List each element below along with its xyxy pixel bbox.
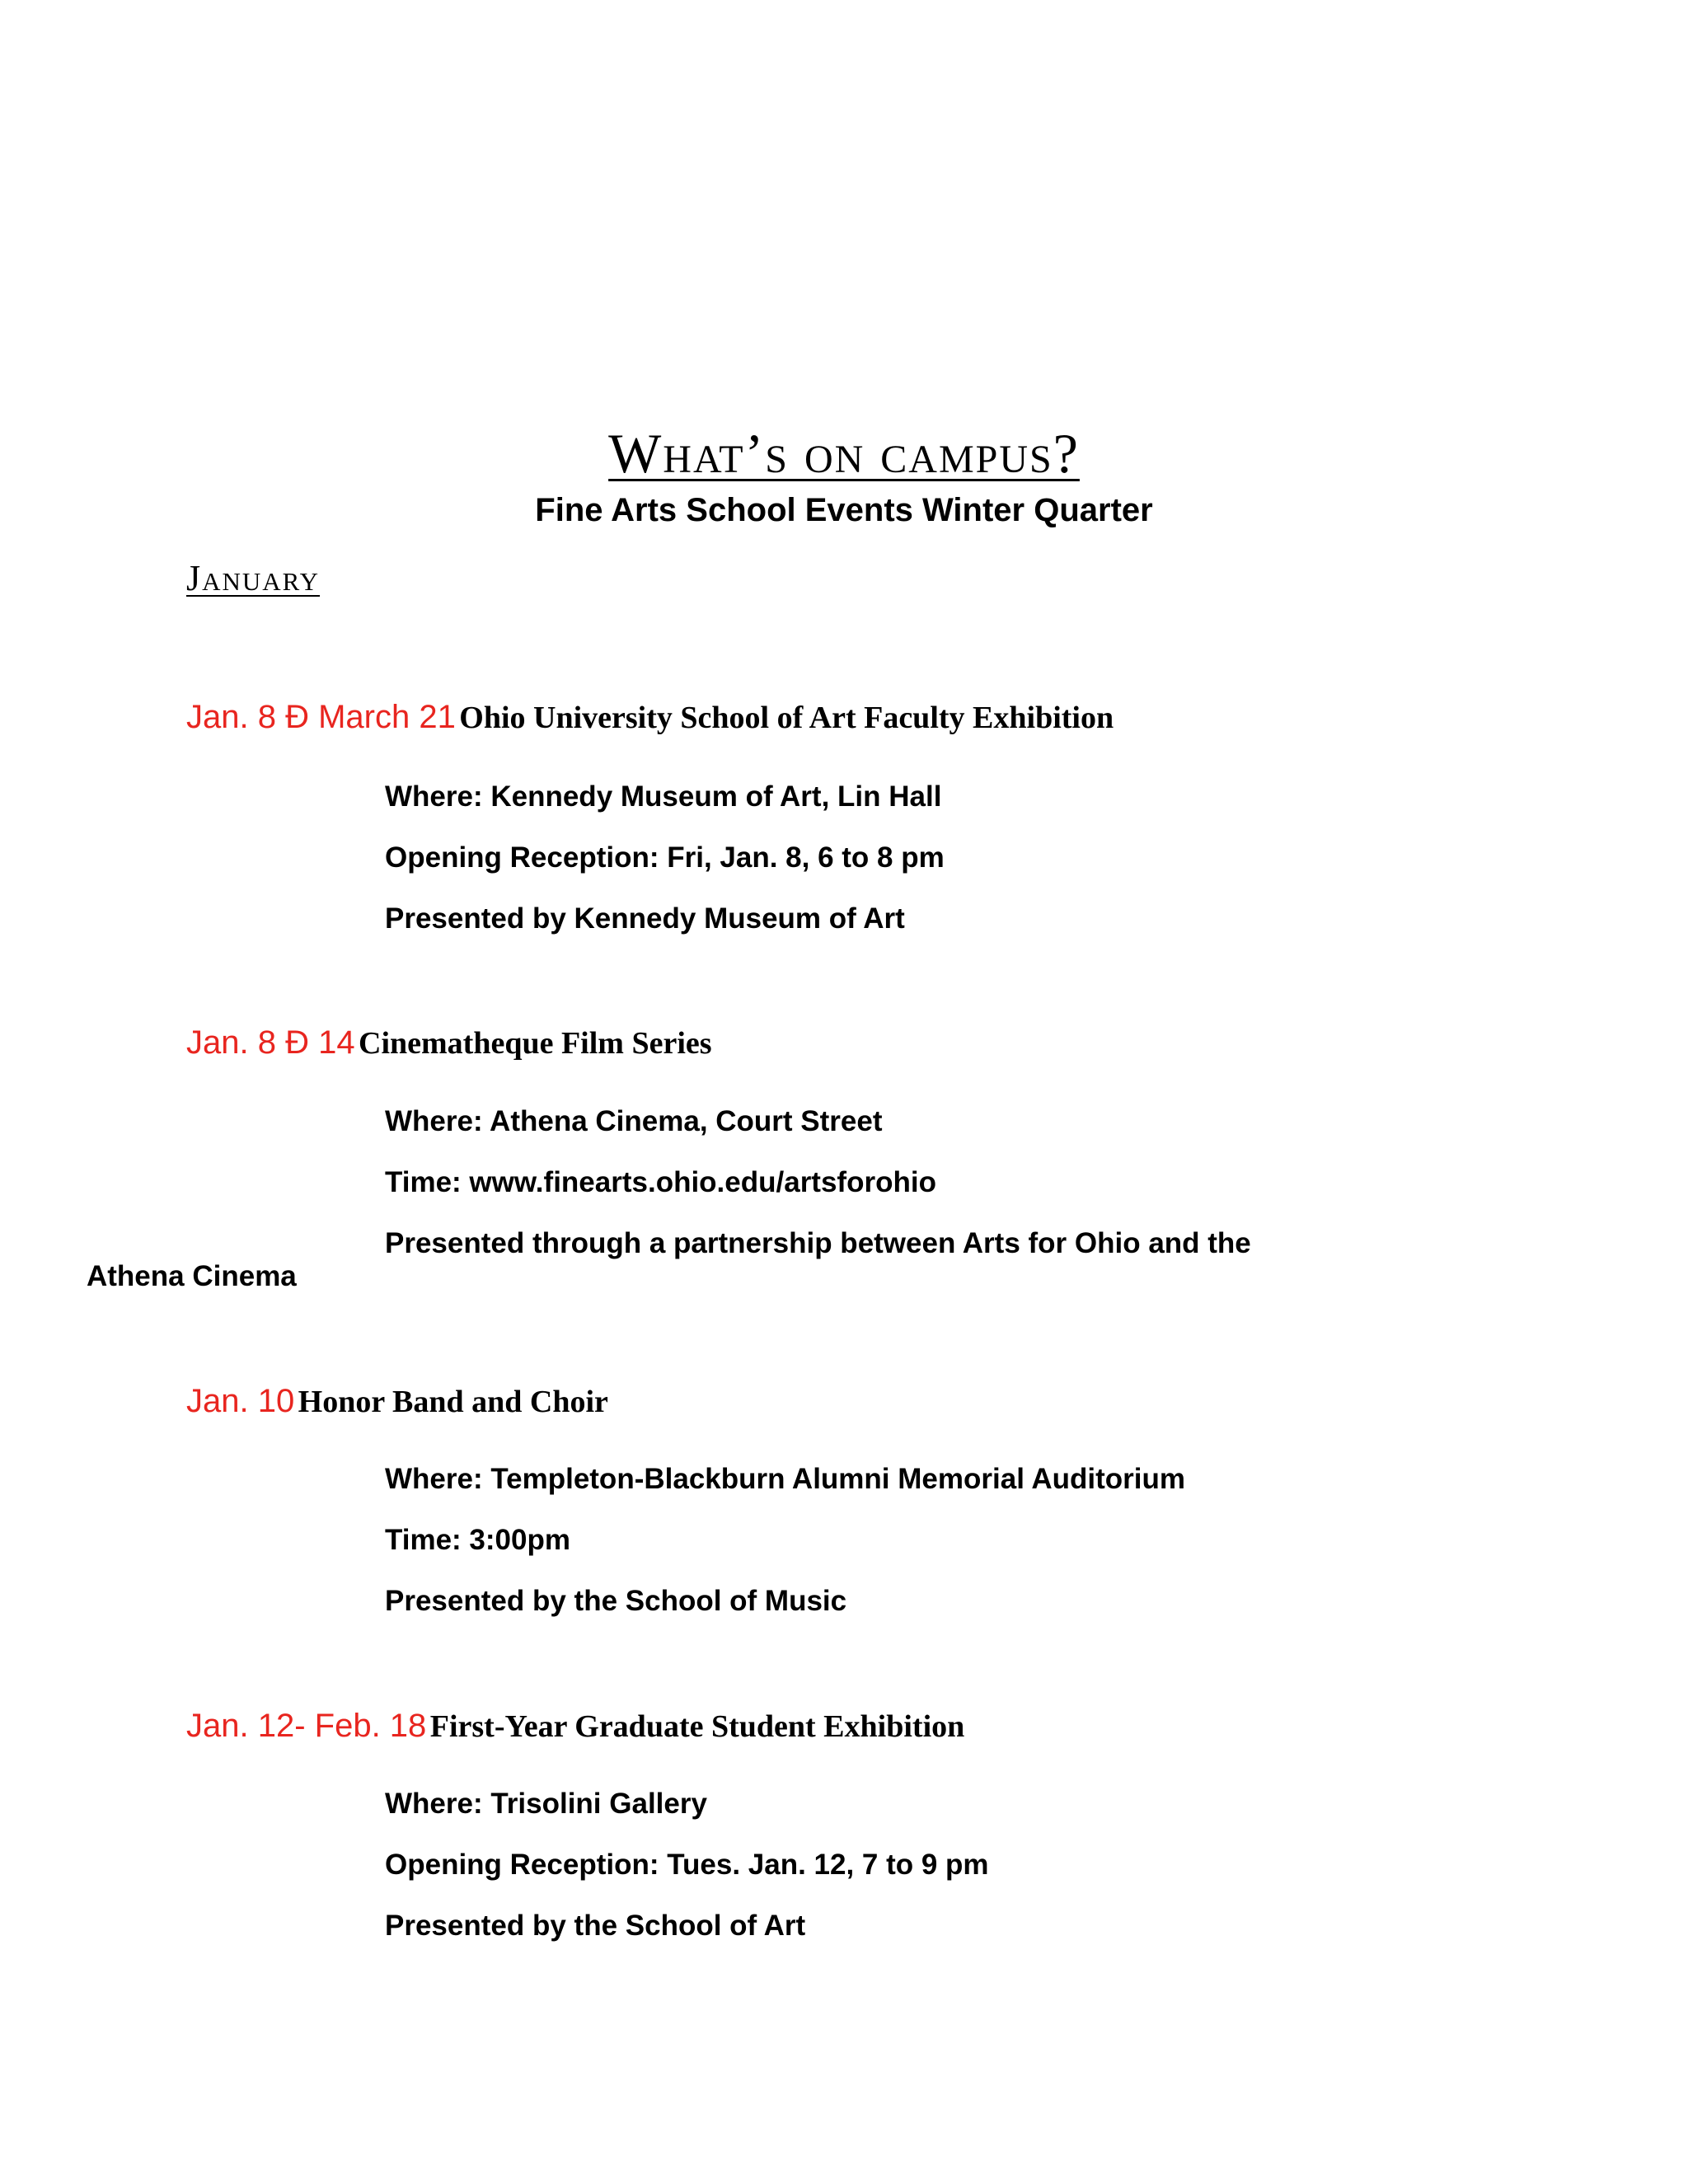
event-name: Honor Band and Choir (298, 1385, 608, 1419)
event-date: Jan. 8 Ð 14 (186, 1024, 355, 1061)
page-title (0, 420, 1688, 486)
event-presenter: Presented through a partnership between Arts for Ohio and the (385, 1227, 1251, 1259)
page-title-text: What’s on campus? (608, 422, 1080, 485)
event-date: Jan. 12- Feb. 18 (186, 1708, 427, 1744)
event-name: Cinematheque Film Series (359, 1026, 712, 1061)
event-time: Time: 3:00pm (385, 1524, 570, 1556)
event-location: Where: Trisolini Gallery (385, 1788, 707, 1820)
event-heading (186, 1701, 964, 1758)
event-location: Where: Templeton-Blackburn Alumni Memorial Auditorium (385, 1463, 1185, 1495)
event-location: Where: Athena Cinema, Court Street (385, 1105, 883, 1137)
page-subtitle: Fine Arts School Events Winter Quarter (535, 492, 1153, 528)
event-reception: Opening Reception: Tues. Jan. 12, 7 to 9 pm (385, 1849, 989, 1881)
event-name: First-Year Graduate Student Exhibition (429, 1709, 965, 1744)
event-date: Jan. 10 (186, 1383, 295, 1419)
event-heading (186, 692, 1114, 749)
event-presenter: Presented by Kennedy Museum of Art (385, 902, 905, 935)
event-location: Where: Kennedy Museum of Art, Lin Hall (385, 780, 942, 813)
event-presenter: Presented by the School of Music (385, 1585, 847, 1617)
event-name: Ohio University School of Art Faculty Exhibition (459, 701, 1114, 735)
month-heading: January (186, 558, 321, 598)
event-time: Time: www.finearts.ohio.edu/artsforohio (385, 1166, 936, 1198)
event-date: Jan. 8 Ð March 21 (186, 699, 456, 735)
event-presenter-continuation: Athena Cinema (87, 1260, 297, 1292)
event-heading (186, 1376, 608, 1433)
event-reception: Opening Reception: Fri, Jan. 8, 6 to 8 pm (385, 841, 945, 874)
event-heading (186, 1018, 712, 1075)
event-presenter: Presented by the School of Art (385, 1910, 806, 1942)
